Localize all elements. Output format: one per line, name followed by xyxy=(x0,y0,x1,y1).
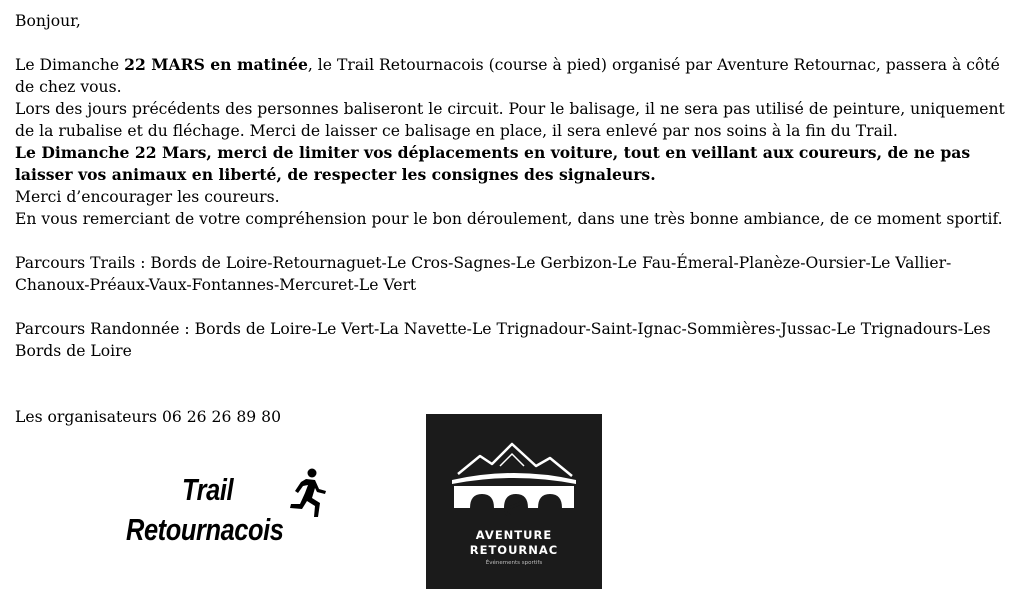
logo-retournac-word: RETOURNAC xyxy=(469,543,559,557)
runner-icon xyxy=(282,467,330,519)
paragraph-encourage: Merci d’encourager les coureurs. xyxy=(15,188,280,206)
aventure-retournac-logo xyxy=(426,414,602,589)
logo-trail-word: Trail xyxy=(182,472,234,507)
announcement-date: 22 MARS en matinée xyxy=(124,55,308,74)
letter-body xyxy=(15,10,1020,428)
logo-retournacois-word: Retournacois xyxy=(126,512,284,547)
paragraph-thanks: En vous remerciant de votre compréhension pour le bon déroulement, dans une très bonne ambiance, de ce moment sportif. xyxy=(15,210,1003,228)
announcement-intro: Le Dimanche xyxy=(15,56,125,74)
trail-retournacois-logo xyxy=(122,472,337,557)
logo-tagline: Événements sportifs xyxy=(485,560,543,566)
mountain-bridge-icon xyxy=(450,436,578,516)
paragraph-announcement xyxy=(15,54,1020,98)
parcours-randonnee: Parcours Randonnée : Bords de Loire-Le Vert-La Navette-Le Trignadour-Saint-Ignac-Sommières-Jussac-Le Trignadours-Les Bords de Loire xyxy=(15,320,991,360)
paragraph-instructions xyxy=(15,142,1020,186)
paragraph-balisage: Lors des jours précédents des personnes baliseront le circuit. Pour le balisage, il ne sera pas utilisé de peinture, uniquement de la rubalise et du fléchage. Merci de laisser ce balisage en place, il sera enlevé par nos soins à la fin du Trail. xyxy=(15,100,1005,140)
organizers-contact: Les organisateurs 06 26 26 89 80 xyxy=(15,408,281,426)
announcement-rest: , le Trail Retournacois (course à pied) organisé par Aventure Retournac, passera à côté de chez vous. xyxy=(15,56,1000,96)
instructions-bold: Le Dimanche 22 Mars, merci de limiter vos déplacements en voiture, tout en veillant aux coureurs, de ne pas laisser vos animaux en liberté, de respecter les consignes des signaleurs. xyxy=(15,143,971,184)
greeting: Bonjour, xyxy=(15,12,81,30)
logo-aventure-word: AVENTURE xyxy=(475,528,553,542)
parcours-trails: Parcours Trails : Bords de Loire-Retournaguet-Le Cros-Sagnes-Le Gerbizon-Le Fau-Émeral-Planèze-Oursier-Le Vallier-Chanoux-Préaux-Vaux-Fontannes-Mercuret-Le Vert xyxy=(15,254,952,294)
